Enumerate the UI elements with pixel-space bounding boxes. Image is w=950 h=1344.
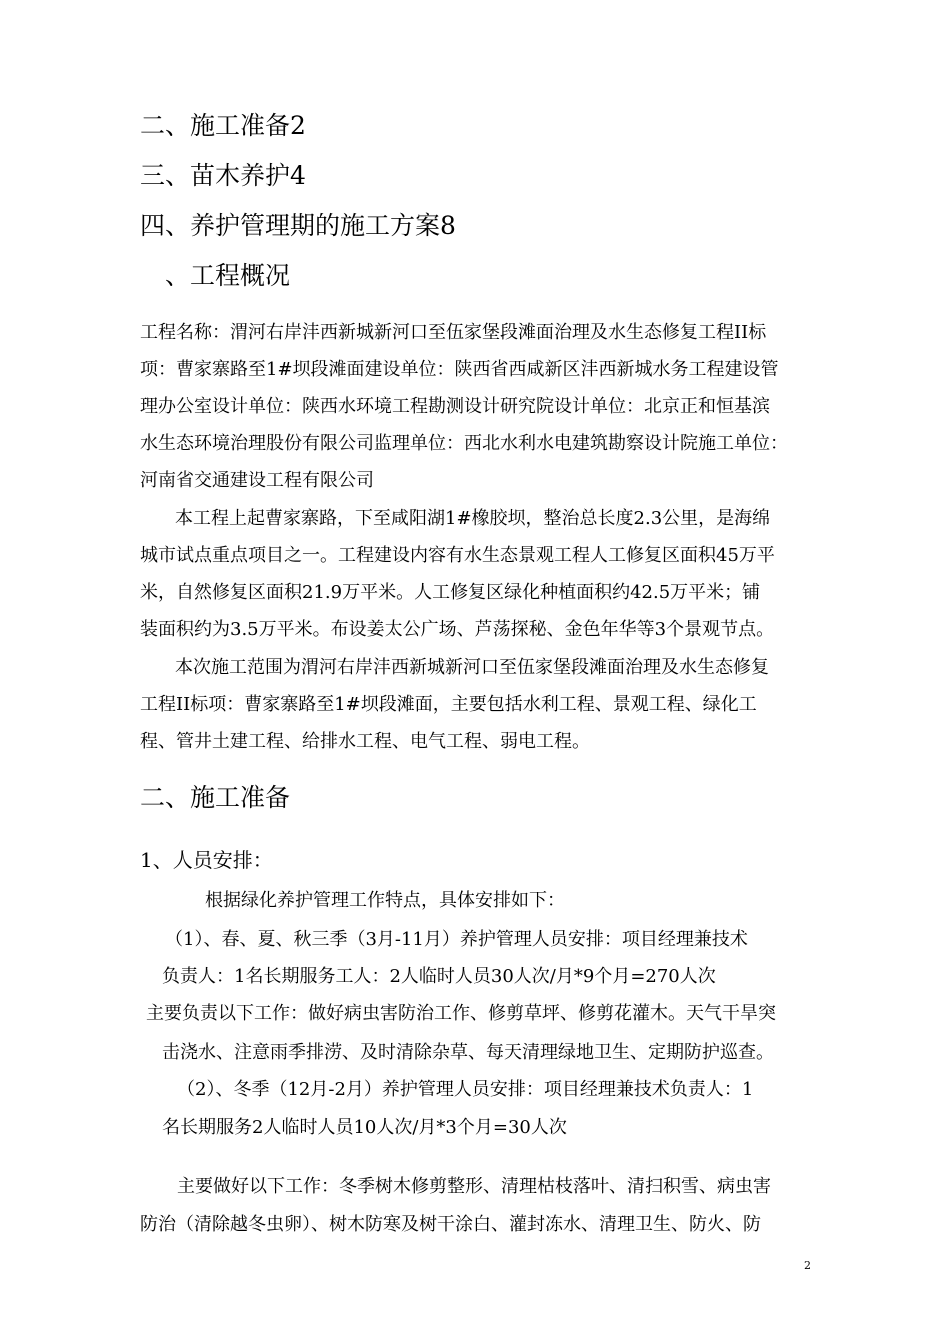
- toc-item-seedling-care: 三、苗木养护4: [140, 161, 306, 190]
- staffing-line: 根据绿化养护管理工作特点，具体安排如下：: [205, 890, 565, 911]
- overview-line: 装面积约为3.5万平米。布设姜太公广场、芦荡探秘、金色年华等3个景观节点。: [140, 619, 775, 640]
- project-info-line: 水生态环境治理股份有限公司监理单位：西北水利水电建筑勘察设计院施工单位：: [140, 433, 788, 454]
- section-heading-overview: 、工程概况: [165, 261, 291, 290]
- overview-line: 米，自然修复区面积21.9万平米。人工修复区绿化种植面积约42.5万平米；铺: [140, 582, 761, 603]
- overview-line: 城市试点重点项目之一。工程建设内容有水生态景观工程人工修复区面积45万平: [140, 545, 775, 566]
- staffing-line: （1）、春、夏、秋三季（3月-11月）养护管理人员安排：项目经理兼技术: [165, 929, 748, 950]
- scope-line: 本次施工范围为渭河右岸沣西新城新河口至伍家堡段滩面治理及水生态修复: [175, 657, 769, 678]
- toc-item-construction-prep: 二、施工准备2: [140, 111, 306, 140]
- scope-line: 工程II标项：曹家寨路至1#坝段滩面，主要包括水利工程、景观工程、绿化工: [140, 694, 757, 715]
- toc-item-maintenance-plan: 四、养护管理期的施工方案8: [140, 211, 456, 240]
- page-number: 2: [804, 1259, 811, 1272]
- staffing-line: 负责人：1名长期服务工人：2人临时人员30人次/月*9个月=270人次: [162, 966, 716, 987]
- winter-work-line: 防治（清除越冬虫卵）、树木防寒及树干涂白、灌封冻水、清理卫生、防火、防: [140, 1214, 761, 1235]
- subsection-heading-staffing: 1、人员安排：: [140, 848, 273, 872]
- staffing-line: 击浇水、注意雨季排涝、及时清除杂草、每天清理绿地卫生、定期防护巡查。: [162, 1042, 774, 1063]
- staffing-line: 名长期服务2人临时人员10人次/月*3个月=30人次: [162, 1117, 567, 1138]
- scope-line: 程、管井土建工程、给排水工程、电气工程、弱电工程。: [140, 731, 590, 752]
- project-info-line: 河南省交通建设工程有限公司: [140, 470, 374, 491]
- project-info-line: 工程名称：渭河右岸沣西新城新河口至伍家堡段滩面治理及水生态修复工程II标: [140, 322, 767, 343]
- staffing-line: （2）、冬季（12月-2月）养护管理人员安排：项目经理兼技术负责人：1: [177, 1079, 754, 1100]
- section-heading-construction-prep: 二、施工准备: [140, 783, 291, 812]
- project-info-line: 理办公室设计单位：陕西水环境工程勘测设计研究院设计单位：北京正和恒基滨: [140, 396, 770, 417]
- overview-line: 本工程上起曹家寨路，下至咸阳湖1#橡胶坝，整治总长度2.3公里，是海绵: [175, 508, 771, 529]
- project-info-line: 项：曹家寨路至1#坝段滩面建设单位：陕西省西咸新区沣西新城水务工程建设管: [140, 359, 779, 380]
- staffing-line: 主要负责以下工作：做好病虫害防治工作、修剪草坪、修剪花灌木。天气干旱突: [146, 1003, 776, 1024]
- winter-work-line: 主要做好以下工作：冬季树木修剪整形、清理枯枝落叶、清扫积雪、病虫害: [177, 1176, 771, 1197]
